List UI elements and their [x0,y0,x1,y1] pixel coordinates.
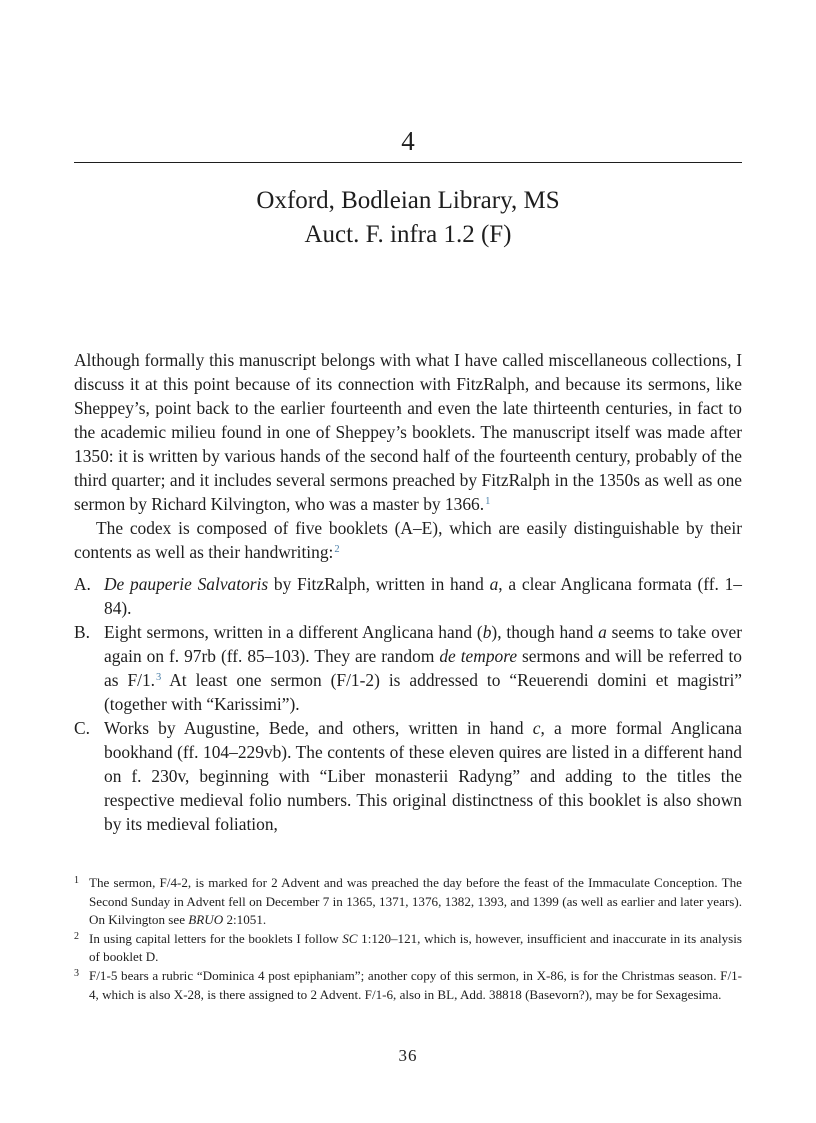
page-number: 36 [398,1046,418,1065]
list-b-text-3: seems to take over again on f. 97rb (ff. 85–103). They are random [104,622,742,666]
footnote-3-text-1: F/1-5 bears a rubric “Dominica 4 post epiphaniam”; another copy of this sermon, in X-86, is for the Christmas season. F/1-4, which is also X-28, is there assigned to 2 Advent. F/1-6, also in BL, Add. 38818 (Basevorn?), may be for Sexagesima. [89,967,742,1002]
chapter-rule [74,162,742,163]
list-marker-b: B. [74,622,90,642]
list-a-text-2: , a clear Anglicana formata (ff. 1–84). [104,574,743,618]
list-item-c [74,716,742,836]
footnote-ref-3[interactable]: 3 [156,672,162,683]
footnote-mark-2: 2 [74,930,79,942]
list-c-text-1: Works by Augustine, Bede, and others, written in hand [104,718,533,738]
footnote-mark-1: 1 [74,875,79,886]
paragraph-2 [74,516,742,564]
hand-a-label-2: a [598,622,607,642]
footnote-1 [74,874,742,930]
list-b-text-1: Eight sermons, written in a different Anglicana hand ( [104,622,483,642]
de-tempore-term: de tempore [439,646,518,666]
work-title: De pauperie Salvatoris [104,574,269,594]
footnote-1-ref: BRUO [188,912,224,928]
chapter-title [74,184,742,252]
footnote-mark-3: 3 [74,967,79,979]
footnote-3 [74,967,742,1004]
footnotes [74,874,742,1004]
list-b-text-4: sermons and will be referred to as F/1. [104,646,742,690]
hand-a-label: a [489,574,499,594]
footnote-2 [74,930,742,967]
footnote-1-text-1: The sermon, F/4-2, is marked for 2 Advent and was preached the day before the feast of the Immaculate Conception. The Second Sunday in Advent fell on December 7 in 1365, 1371, 1376, 1382, 1393, and 1399 (as well as earlier and later years). On Kilvington see [89,875,742,928]
list-marker-c: C. [74,718,90,738]
paragraph-1 [74,348,742,516]
footnote-ref-1[interactable]: 1 [485,496,491,507]
hand-c-label: c [532,718,541,738]
footnote-2-ref: SC [342,930,358,946]
paragraph-1-text: Although formally this manuscript belongs with what I have called miscellaneous collections, I discuss it at this point because of its connection with FitzRalph, and because its sermons, like Sheppey’s, point back to the earlier fourteenth and even the late thirteenth centuries, in fact to the academic milieu found in one of Sheppey’s booklets. The manuscript itself was made after 1350: it is written by various hands of the second half of the fourteenth century, probably of the third quarter; and it includes several sermons preached by FitzRalph in the 1350s as well as one sermon by Richard Kilvington, who was a master by 1366. [74,350,742,514]
hand-b-label: b [482,622,492,642]
footnote-ref-2[interactable]: 2 [334,544,340,555]
booklet-list [74,572,742,836]
list-item-b [74,620,742,716]
body-text [74,348,742,836]
list-a-text-1: by FitzRalph, written in hand [268,574,490,594]
list-c-text-2: , a more formal Anglicana bookhand (ff. 104–229vb). The contents of these eleven quires are listed in a different hand on f. 230v, beginning with “Liber monasterii Radyng” and adding to the titles the respective medieval folio numbers. This original distinctness of this booklet is also shown by its medieval foliation, [104,718,742,834]
list-b-text-5: At least one sermon (F/1-2) is addressed to “Reuerendi domini et magistri” (together with “Karissimi”). [104,670,742,714]
footnote-2-text-2: 1:120–121, which is, however, insufficient and inaccurate in its analysis of booklet D. [89,930,742,965]
chapter-title-line-1: Oxford, Bodleian Library, MS [256,187,560,214]
list-b-text-2: ), though hand [491,622,599,642]
list-marker-a: A. [74,574,91,594]
footnote-2-text-1: In using capital letters for the booklets I follow [89,930,343,946]
chapter-number: 4 [401,126,415,156]
chapter-title-line-2: Auct. F. infra 1.2 (F) [304,221,512,248]
list-item-a [74,572,742,620]
paragraph-2-text: The codex is composed of five booklets (A–E), which are easily distinguishable by their contents as well as their handwriting: [74,518,742,562]
footnote-1-text-2: 2:1051. [223,912,267,928]
